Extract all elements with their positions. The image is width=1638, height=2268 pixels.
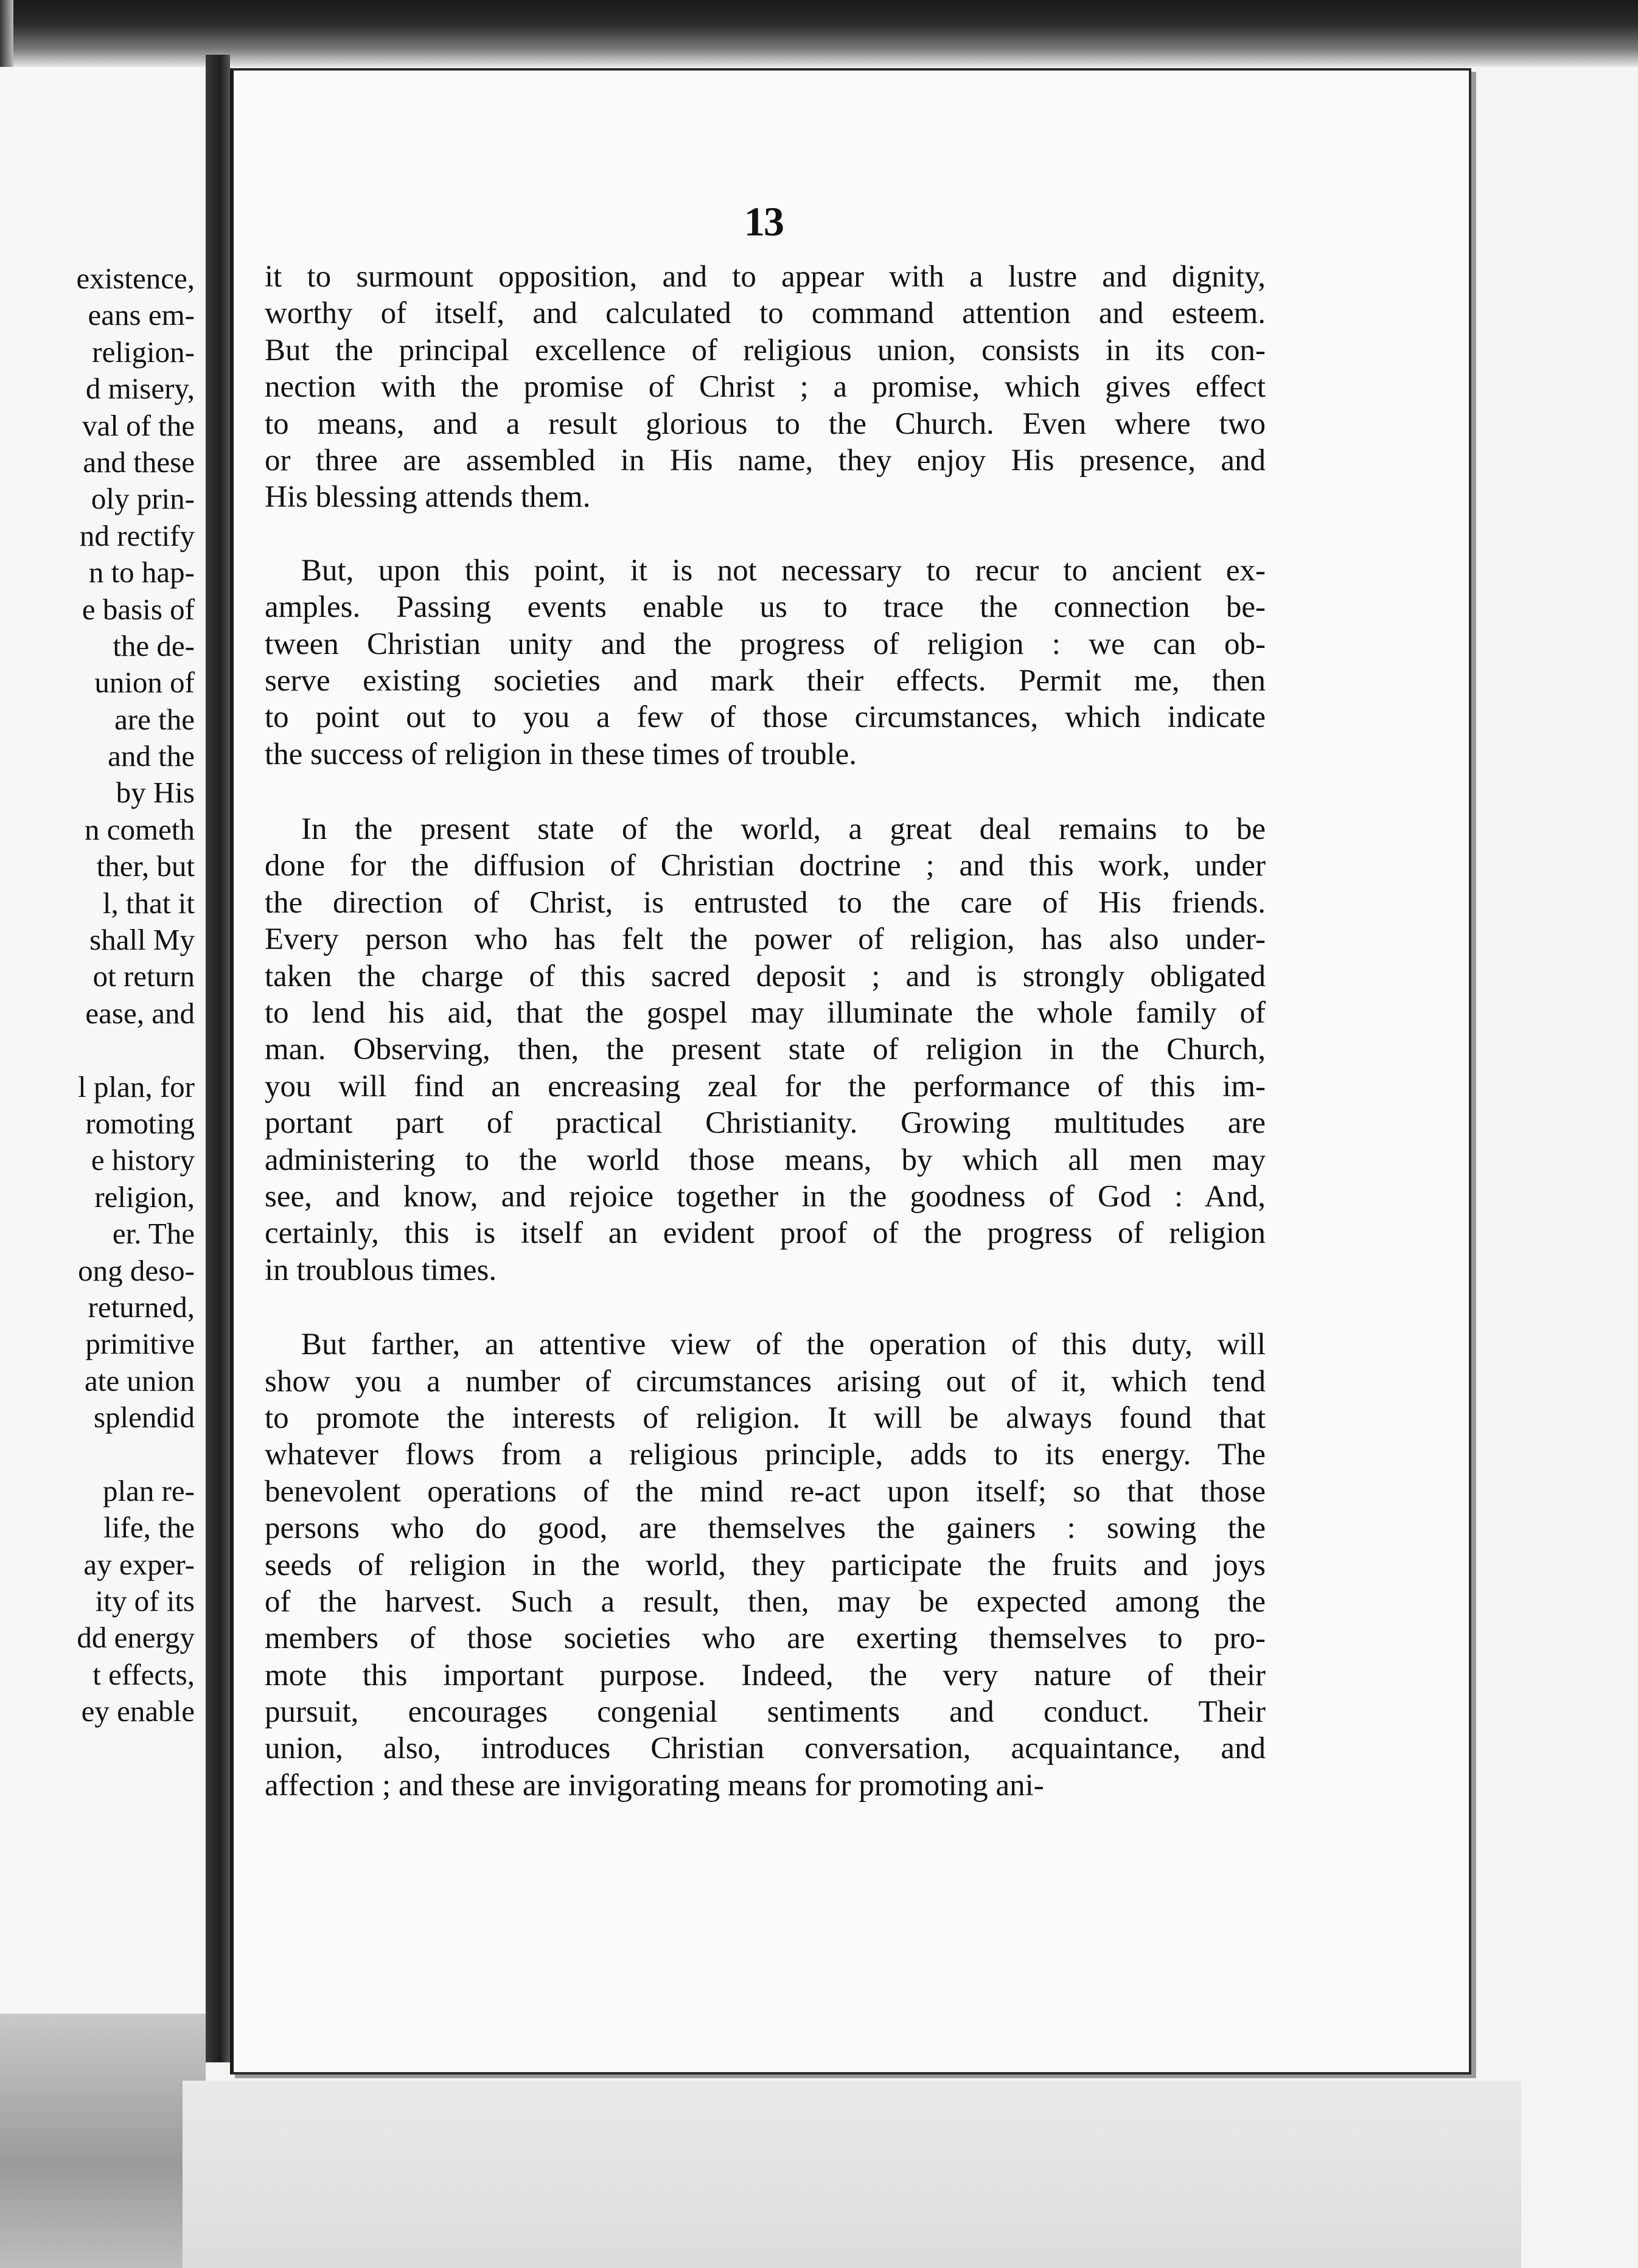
left-line: primitive bbox=[85, 1327, 195, 1361]
text-line: to means, and a result glorious to the Church. Even where two bbox=[265, 406, 1266, 441]
left-line: plan re- bbox=[103, 1473, 195, 1508]
text-line: amples. Passing events enable us to trace the connection be- bbox=[265, 590, 1266, 625]
text-line: seeds of religion in the world, they participate the fruits and joys bbox=[265, 1548, 1266, 1582]
text-line: whatever flows from a religious principle, adds to its energy. The bbox=[265, 1438, 1266, 1472]
left-page-text bbox=[76, 260, 195, 1730]
left-line bbox=[76, 1436, 195, 1473]
left-line: dd energy bbox=[77, 1621, 195, 1655]
left-line: religion- bbox=[92, 335, 195, 369]
paragraph bbox=[265, 811, 1266, 1289]
left-line: ey enable bbox=[81, 1694, 195, 1728]
left-line: n to hap- bbox=[88, 555, 195, 590]
left-line: ong deso- bbox=[78, 1253, 195, 1287]
paragraph bbox=[265, 259, 1266, 516]
left-line: ate union bbox=[85, 1363, 195, 1397]
text-line: certainly, this is itself an evident proof of the progress of religion bbox=[265, 1216, 1266, 1251]
text-line: members of those societies who are exerting themselves to pro- bbox=[265, 1621, 1266, 1656]
text-line: you will find an encreasing zeal for the performance of this im- bbox=[265, 1069, 1266, 1104]
left-line: ther, but bbox=[96, 849, 195, 883]
left-line: and these bbox=[83, 445, 195, 479]
text-line: show you a number of circumstances arising out of it, which tend bbox=[265, 1364, 1266, 1399]
scan-background bbox=[183, 2081, 1521, 2268]
left-line: romoting bbox=[85, 1106, 195, 1140]
book-spine bbox=[206, 55, 230, 2062]
left-line: er. The bbox=[112, 1217, 195, 1251]
left-line: ease, and bbox=[85, 996, 195, 1030]
left-line: splendid bbox=[93, 1400, 195, 1435]
left-line: eans em- bbox=[88, 298, 195, 332]
text-line: affection ; and these are invigorating means for promoting ani- bbox=[265, 1768, 1044, 1803]
text-line: persons who do good, are themselves the gainers : sowing the bbox=[265, 1511, 1266, 1546]
left-line: nd rectify bbox=[79, 518, 195, 552]
page-number: 13 bbox=[744, 198, 783, 245]
text-line: nection with the promise of Christ ; a promise, which gives effect bbox=[265, 370, 1266, 405]
text-line: the direction of Christ, is entrusted to the care of His friends. bbox=[265, 885, 1266, 920]
left-line: ot return bbox=[92, 959, 195, 993]
text-line: the success of religion in these times of trouble. bbox=[265, 737, 857, 771]
text-line: His blessing attends them. bbox=[265, 480, 591, 515]
text-line: administering to the world those means, by which all men may bbox=[265, 1143, 1266, 1177]
left-line: returned, bbox=[88, 1290, 195, 1324]
text-line: worthy of itself, and calculated to command attention and esteem. bbox=[265, 296, 1266, 331]
text-line: to point out to you a few of those circumstances, which indicate bbox=[265, 700, 1266, 735]
paragraph bbox=[265, 1326, 1266, 1804]
text-line: tween Christian unity and the progress of religion : we can ob- bbox=[265, 627, 1266, 661]
left-line: t effects, bbox=[92, 1657, 195, 1691]
left-line: e basis of bbox=[82, 592, 195, 626]
left-line: by His bbox=[116, 776, 195, 810]
text-line: union, also, introduces Christian conversation, acquaintance, and bbox=[265, 1731, 1266, 1766]
left-line: n cometh bbox=[85, 812, 195, 846]
left-line: oly prin- bbox=[91, 482, 195, 516]
text-line: portant part of practical Christianity. Growing multitudes are bbox=[265, 1106, 1266, 1141]
text-line: of the harvest. Such a result, then, may be expected among the bbox=[265, 1584, 1266, 1619]
left-line bbox=[76, 1032, 195, 1068]
left-line: ay exper- bbox=[83, 1547, 195, 1581]
left-line: d misery, bbox=[85, 372, 195, 406]
left-line: the de- bbox=[113, 628, 195, 663]
text-line: in troublous times. bbox=[265, 1253, 497, 1287]
left-line: and the bbox=[108, 739, 195, 773]
text-line: benevolent operations of the mind re-act upon itself; so that those bbox=[265, 1474, 1266, 1509]
left-line: shall My bbox=[89, 923, 195, 957]
left-line: union of bbox=[94, 666, 195, 700]
book-edge bbox=[0, 2014, 206, 2268]
text-line: taken the charge of this sacred deposit ; and is strongly obligated bbox=[265, 959, 1266, 993]
text-line: it to surmount opposition, and to appear with a lustre and dignity, bbox=[265, 260, 1266, 294]
left-line: existence, bbox=[76, 262, 195, 295]
text-line: But farther, an attentive view of the operation of this duty, will bbox=[301, 1327, 1266, 1362]
left-line: are the bbox=[114, 702, 195, 736]
body-text bbox=[265, 259, 1266, 1804]
text-line: pursuit, encourages congenial sentiments and conduct. Their bbox=[265, 1695, 1266, 1730]
paragraph bbox=[265, 552, 1266, 773]
left-line: l plan, for bbox=[78, 1070, 195, 1104]
left-line: e history bbox=[91, 1143, 195, 1177]
left-line: l, that it bbox=[102, 886, 195, 920]
text-line: to promote the interests of religion. It will be always found that bbox=[265, 1400, 1266, 1435]
left-page bbox=[0, 67, 207, 2014]
left-line: val of the bbox=[82, 408, 195, 442]
text-line: mote this important purpose. Indeed, the very nature of their bbox=[265, 1658, 1266, 1692]
text-line: Every person who has felt the power of religion, has also under- bbox=[265, 922, 1266, 957]
text-line: But the principal excellence of religious union, consists in its con- bbox=[265, 333, 1266, 367]
left-line: ity of its bbox=[95, 1584, 195, 1618]
text-line: serve existing societies and mark their effects. Permit me, then bbox=[265, 663, 1266, 698]
text-line: In the present state of the world, a great deal remains to be bbox=[301, 812, 1266, 847]
text-line: see, and know, and rejoice together in the goodness of God : And, bbox=[265, 1179, 1266, 1214]
left-line: religion, bbox=[94, 1180, 195, 1214]
text-line: man. Observing, then, the present state of religion in the Church, bbox=[265, 1032, 1266, 1067]
text-line: to lend his aid, that the gospel may illuminate the whole family of bbox=[265, 996, 1266, 1031]
text-line: done for the diffusion of Christian doctrine ; and this work, under bbox=[265, 849, 1266, 883]
left-line: life, the bbox=[103, 1511, 195, 1545]
text-line: or three are assembled in His name, they enjoy His presence, and bbox=[265, 443, 1266, 478]
scan-top-edge bbox=[0, 0, 1638, 67]
text-line: But, upon this point, it is not necessary to recur to ancient ex- bbox=[301, 553, 1266, 588]
